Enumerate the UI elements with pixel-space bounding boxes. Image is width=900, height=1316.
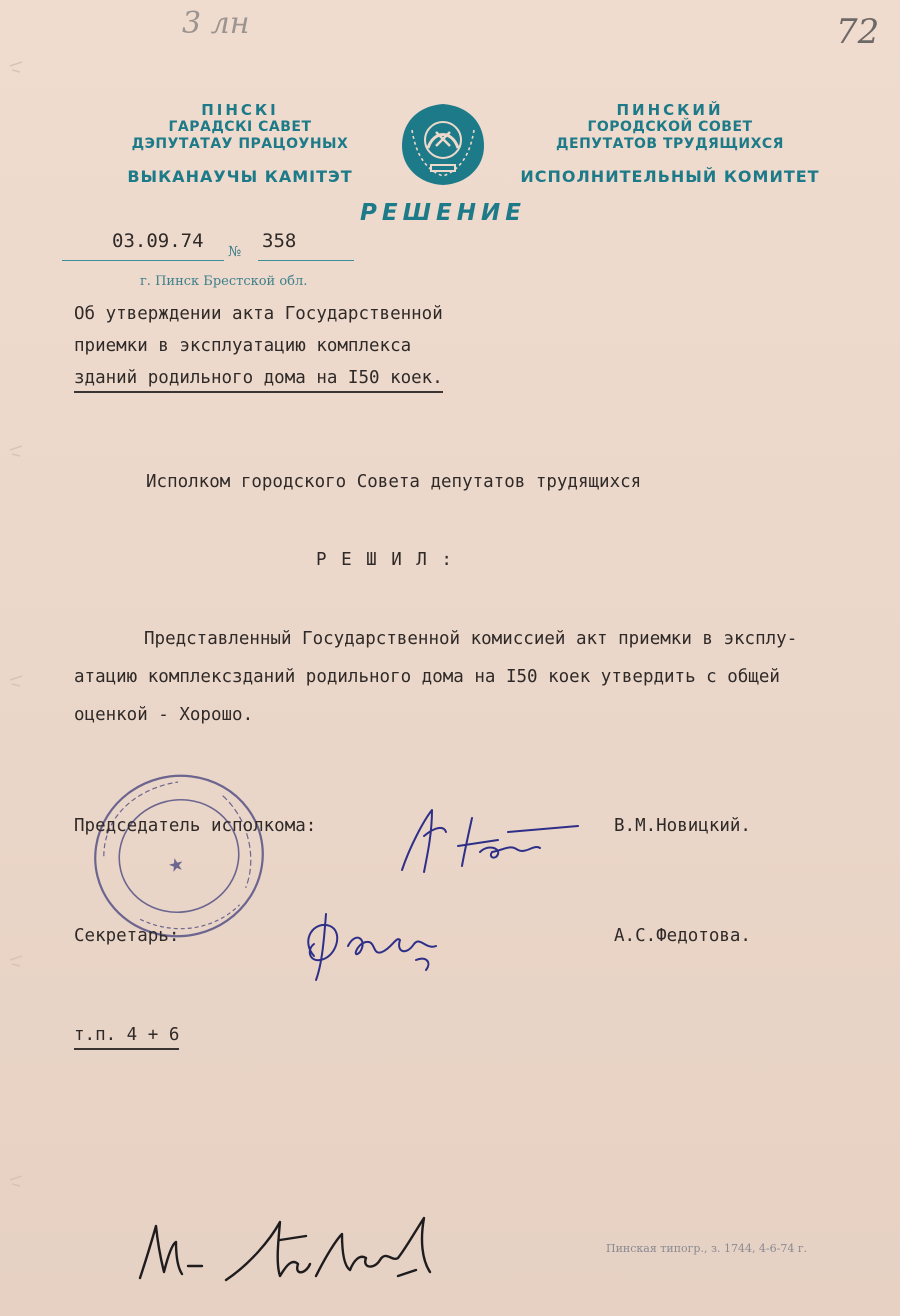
header-right-line4: ИСПОЛНИТЕЛЬНЫЙ КОМИТЕТ: [520, 167, 820, 186]
decision-number: 358: [262, 230, 297, 252]
subject-line3: зданий родильного дома на I50 коек.: [74, 365, 443, 393]
paragraph-line2: атацию комплексзданий родильного дома на I50 коек утвердить с общей: [74, 667, 780, 687]
decision-date: 03.09.74: [112, 230, 204, 252]
pencil-mark-top-left: 3 лн: [182, 6, 250, 41]
header-left-line1: ПІНСКІ: [201, 101, 279, 119]
resolved-heading: Р Е Ш И Л :: [316, 550, 454, 570]
header-right-line1: ПИНСКИЙ: [616, 101, 724, 119]
secretary-label: Секретарь:: [74, 926, 180, 946]
number-underline: [258, 260, 354, 261]
header-left-line3: ДЭПУТАТАУ ПРАЦОУНЫХ: [131, 136, 349, 152]
chairman-label: Председатель исполкома:: [74, 816, 317, 836]
city-label: г. Пинск Брестской обл.: [140, 274, 308, 289]
printer-note: Пинская типогр., з. 1744, 4-6-74 г.: [606, 1242, 808, 1255]
paragraph-line3: оценкой - Хорошо.: [74, 705, 254, 725]
bottom-handwritten-signature: [130, 1200, 450, 1300]
svg-text:★: ★: [165, 853, 187, 878]
header-left-line4: ВЫКАНАУЧЫ КАМІТЭТ: [127, 167, 353, 186]
number-sign: №: [228, 244, 242, 260]
paragraph-line1: Представленный Государственной комиссией акт приемки в эксплу-: [144, 629, 798, 649]
header-right-line3: ДЕПУТАТОВ ТРУДЯЩИХСЯ: [556, 136, 784, 152]
round-seal-stamp: [86, 768, 272, 944]
secretary-signature: [296, 900, 456, 990]
copies-note: т.п. 4 + 6: [74, 1022, 179, 1050]
subject-block: [74, 298, 443, 394]
decision-paragraph: [74, 620, 797, 734]
belarus-ssr-emblem-icon: [398, 100, 488, 188]
header-left-line2: ГАРАДСКІ САВЕТ: [168, 119, 312, 135]
chairman-signature: [388, 796, 588, 886]
chairman-name: В.М.Новицкий.: [614, 816, 751, 836]
binding-edge: [6, 60, 28, 1260]
header-right-line2: ГОРОДСКОЙ СОВЕТ: [587, 119, 753, 135]
intro-line: Исполком городского Совета депутатов трудящихся: [146, 472, 642, 492]
date-underline: [62, 260, 224, 261]
page-number: 72: [836, 12, 880, 52]
decision-title: РЕШЕНИЕ: [360, 200, 526, 226]
subject-line2: приемки в эксплуатацию комплекса: [74, 336, 412, 356]
header-left: [90, 102, 390, 186]
subject-line1: Об утверждении акта Государственной: [74, 304, 443, 324]
header-right: [505, 102, 835, 186]
secretary-name: А.С.Федотова.: [614, 926, 751, 946]
